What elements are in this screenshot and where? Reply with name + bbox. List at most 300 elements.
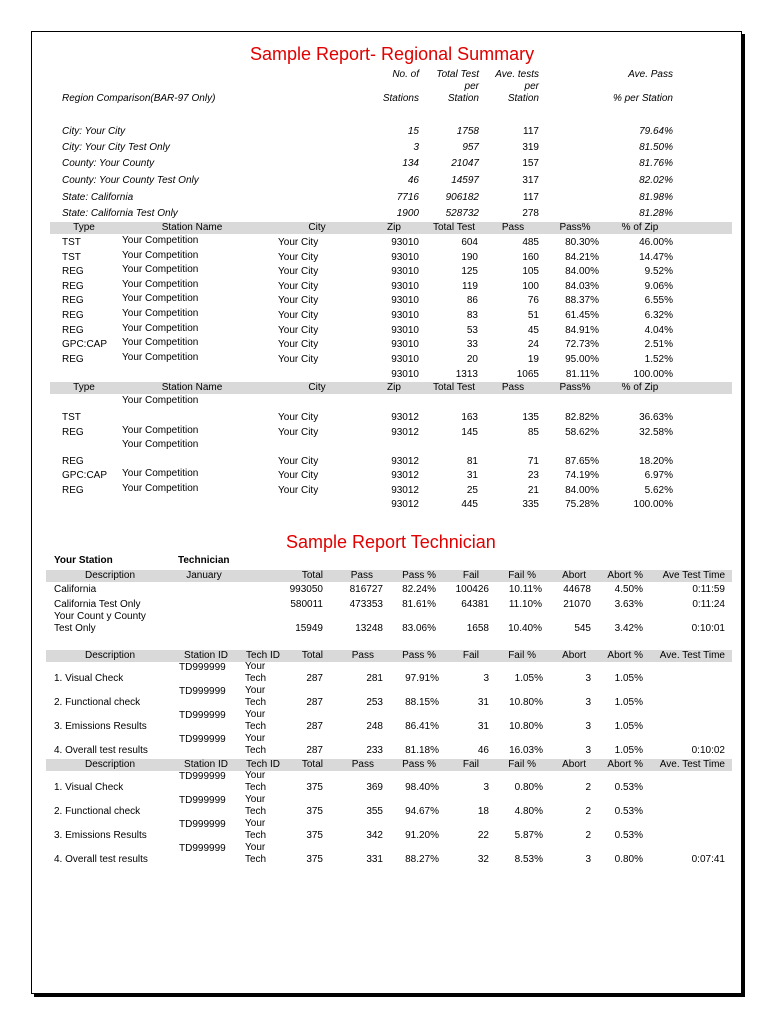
tech-summary-pass: 473353 [349,599,383,610]
summary-pass: 81.98% [639,192,673,203]
station-total: 31 [466,470,478,481]
station-zip-pct: 9.52% [644,266,673,278]
station-pass-pct: 74.19% [565,470,599,481]
detail-fail: 18 [477,806,489,817]
detail-abort: 2 [585,830,591,841]
group-total-pass: 1065 [516,369,539,380]
station-city: Your City [278,427,319,438]
detail-total: 287 [306,745,323,756]
summary-total: 957 [462,142,479,153]
detail-desc: 4. Overall test results [54,854,148,865]
station-zip: 93010 [391,251,419,263]
detail-fail: 22 [477,830,489,841]
summary-total: 21047 [451,158,479,169]
tech-summary-time: 0:11:24 [692,599,725,610]
station-pass: 24 [527,339,539,351]
station-name: Your Competition [122,249,199,261]
station-pass: 100 [522,280,539,292]
tech-summary-pass: 816727 [349,584,383,595]
dcol-fail: Fail [462,650,479,661]
summary-total: 906182 [445,192,479,203]
tech-id-line2: Tech [245,721,267,732]
summary-ave: 317 [522,175,539,186]
station-zip: 93012 [391,427,419,438]
tcol-description: Description [84,570,136,581]
station-total: 83 [466,310,478,321]
detail-pass-pct: 91.20% [405,830,439,841]
tech-summary-abort: 21070 [563,599,591,610]
station-name: Your Competition [122,278,199,290]
detail-abort: 3 [585,673,591,684]
dcol-fail: Fail [462,759,479,770]
station-city: Your City [278,310,319,321]
tech-id-line1: Your [245,685,266,696]
station-type: REG [62,485,84,496]
station-zip-pct: 9.06% [644,280,673,292]
tech-id-line1: Your [245,770,266,781]
station-name: Your Competition [122,337,199,349]
summary-stations: 1900 [396,208,419,219]
station-city: Your City [278,237,319,248]
detail-fail: 31 [477,697,489,708]
detail-fail: 32 [477,854,489,865]
station-type: REG [62,310,84,321]
detail-abort: 3 [585,697,591,708]
tech-summary-time: 0:11:59 [692,584,725,595]
dcol-pass: Pass [351,759,374,770]
station-zip: 93012 [391,470,419,481]
station-total: 20 [466,353,478,365]
detail-desc: 1. Visual Check [54,673,124,684]
tech-summary-total: 15949 [295,623,323,634]
detail-fail-pct: 8.53% [514,854,543,865]
tech-summary-desc: Test Only [54,623,96,634]
summary-pass: 81.76% [639,158,673,169]
dcol-pass: Pass [351,650,374,661]
hdr-ave-tests-3: Station [507,93,539,104]
summary-stations: 7716 [396,192,419,203]
station-zip-pct: 6.55% [644,295,673,307]
station-city: Your City [278,251,319,263]
detail-pass-pct: 86.41% [405,721,439,732]
station-zip: 93010 [391,295,419,307]
station-total: 604 [461,237,478,248]
dcol-ave-time: Ave. Test Time [659,650,725,661]
col-type: Type [73,382,95,393]
dcol-abort-pct: Abort % [607,759,643,770]
station-city: Your City [278,456,319,467]
group-total-total: 1313 [455,369,478,380]
station-type: REG [62,456,84,467]
station-type: GPC:CAP [62,339,108,351]
station-pass-pct: 84.00% [565,266,599,278]
dcol-tech-id: Tech ID [246,650,280,661]
technician-label: Technician [178,555,230,566]
station-zip-pct: 5.62% [644,485,673,496]
hdr-total-test-1: Total Test [436,69,479,80]
detail-total: 287 [306,697,323,708]
station-total: 163 [461,412,478,423]
station-name: Your Competition [122,351,199,363]
summary-pass: 81.50% [639,142,673,153]
group-total-pass-pct: 81.11% [565,369,599,380]
tech-summary-abort-pct: 4.50% [614,584,643,595]
col-pass: Pass [501,222,525,233]
tech-summary-fail: 100426 [455,584,489,595]
summary-ave: 117 [523,192,539,203]
summary-ave: 278 [522,208,539,219]
detail-desc: 4. Overall test results [54,745,148,756]
station-zip-pct: 1.52% [644,353,673,365]
detail-fail-pct: 16.03% [509,745,543,756]
summary-stations: 46 [407,175,419,186]
station-type: REG [62,266,84,278]
tcol-fail: Fail [462,570,479,581]
detail-pass-pct: 81.18% [405,745,439,756]
station-zip-pct: 36.63% [639,412,673,423]
group-total-zip: 93012 [391,499,419,510]
detail-fail: 31 [477,721,489,732]
summary-label: County: Your County Test Only [62,175,199,186]
region-comparison-label: Region Comparison(BAR-97 Only) [62,93,216,104]
col-zip: Zip [387,382,401,393]
station-name: Your Competition [122,483,199,494]
detail-desc: 3. Emissions Results [54,721,147,732]
detail-abort-pct: 1.05% [614,721,643,732]
detail-abort-pct: 0.53% [614,806,643,817]
station-name: Your Competition [122,235,199,246]
detail-desc: 2. Functional check [54,806,141,817]
dcol-tech-id: Tech ID [246,759,280,770]
summary-stations: 15 [407,126,419,137]
station-id: TD999999 [179,771,226,782]
station-city: Your City [278,470,319,481]
station-type: GPC:CAP [62,470,108,481]
dcol-description: Description [84,650,136,661]
detail-abort-pct: 0.53% [614,782,643,793]
station-id: TD999999 [179,662,226,673]
station-pass: 85 [527,427,539,438]
station-id: TD999999 [179,710,226,721]
station-name: Your Competition [122,322,199,334]
station-pass: 160 [522,251,539,263]
station-total: 125 [461,266,478,278]
col-total-test: Total Test [432,222,476,233]
detail-fail: 3 [483,673,489,684]
tech-id-line1: Your [245,842,266,853]
station-type: TST [62,237,81,248]
station-zip: 93010 [391,237,419,248]
tech-id-line2: Tech [245,697,267,708]
tech-summary-total: 993050 [289,584,323,595]
col-city: City [308,382,326,393]
detail-fail-pct: 4.80% [514,806,543,817]
hdr-ave-pass-2: % per Station [612,93,673,104]
summary-stations: 134 [402,158,419,169]
detail-time: 0:10:02 [691,745,725,756]
col-pass-pct: Pass% [559,222,591,233]
station-zip: 93010 [391,280,419,292]
station-total: 119 [462,280,478,292]
detail-pass: 355 [366,806,383,817]
station-zip-pct: 6.32% [644,310,673,321]
detail-fail-pct: 10.80% [509,697,543,708]
station-pass-pct: 84.00% [565,485,599,496]
tech-summary-fail-pct: 10.40% [508,623,542,634]
tech-summary-fail-pct: 10.11% [508,584,542,595]
tech-summary-desc: Your Count y County [54,611,146,622]
dcol-total: Total [301,759,323,770]
hdr-total-test-3: Station [447,93,479,104]
station-city: Your City [278,266,319,278]
station-total: 190 [461,251,478,263]
station-zip: 93012 [391,485,419,496]
station-pass: 71 [527,456,539,467]
hdr-ave-tests-2: per [524,81,539,92]
station-name: Your Competition [122,395,199,406]
summary-ave: 157 [522,158,539,169]
tech-summary-abort: 545 [574,623,591,634]
station-city: Your City [278,324,319,336]
tech-summary-abort-pct: 3.42% [614,623,643,634]
station-zip-pct: 6.97% [644,470,673,481]
group-total-total: 445 [461,499,478,510]
detail-fail-pct: 5.87% [514,830,543,841]
detail-abort: 2 [585,782,591,793]
station-zip: 93010 [391,353,419,365]
detail-pass-pct: 97.91% [405,673,439,684]
detail-fail: 46 [477,745,489,756]
tech-id-line1: Your [245,709,266,720]
station-total: 145 [461,427,478,438]
detail-time: 0:07:41 [691,854,725,865]
tech-summary-desc: California Test Only [54,599,141,610]
station-pass-pct: 84.21% [565,251,599,263]
station-zip-pct: 18.20% [639,456,673,467]
detail-total: 287 [306,673,323,684]
station-zip-pct: 32.58% [639,427,673,438]
detail-pass: 342 [366,830,383,841]
summary-label: City: Your City Test Only [62,142,170,153]
col-city: City [308,222,326,233]
dcol-fail-pct: Fail % [508,759,536,770]
station-pass: 105 [522,266,539,278]
station-id: TD999999 [179,795,226,806]
group-total-zip-pct: 100.00% [633,499,673,510]
station-zip: 93010 [391,310,419,321]
tech-id-line2: Tech [245,830,267,841]
tcol-pass-pct: Pass % [402,570,436,581]
hdr-no-of-2: Stations [382,93,419,104]
regional-title: Sample Report- Regional Summary [250,44,535,64]
station-zip: 93012 [391,412,419,423]
dcol-station-id: Station ID [184,650,228,661]
detail-fail-pct: 10.80% [509,721,543,732]
station-pass: 76 [527,295,539,307]
detail-pass: 253 [366,697,383,708]
detail-pass: 281 [366,673,383,684]
detail-total: 375 [306,854,323,865]
station-pass-pct: 95.00% [565,353,599,365]
dcol-ave-time: Ave. Test Time [659,759,725,770]
tech-id-line1: Your [245,661,266,672]
hdr-total-test-2: per [464,81,479,92]
summary-total: 14597 [451,175,479,186]
hdr-no-of-1: No. of [392,69,419,80]
tech-id-line1: Your [245,794,266,805]
hdr-ave-pass-1: Ave. Pass [628,69,673,80]
station-zip-pct: 46.00% [639,237,673,248]
summary-ave: 319 [522,142,539,153]
tech-summary-fail: 1658 [466,623,489,634]
dcol-abort: Abort [562,759,586,770]
detail-fail: 3 [483,782,489,793]
detail-abort: 3 [585,721,591,732]
station-type: REG [62,324,84,336]
tcol-pass: Pass [350,570,373,581]
tcol-ave-time: Ave Test Time [662,570,725,581]
detail-pass-pct: 98.40% [405,782,439,793]
col-station-name: Station Name [161,382,223,393]
station-name: Your Competition [122,293,199,305]
station-total: 53 [466,324,478,336]
detail-pass: 233 [366,745,383,756]
detail-abort: 3 [585,854,591,865]
station-pass: 135 [522,412,539,423]
dcol-abort-pct: Abort % [607,650,643,661]
station-zip-pct: 2.51% [644,339,673,351]
station-city: Your City [278,485,319,496]
detail-abort-pct: 1.05% [614,745,643,756]
station-pass-pct: 72.73% [565,339,599,351]
station-total: 81 [466,456,478,467]
detail-pass: 248 [366,721,383,732]
tech-id-line1: Your [245,733,266,744]
station-type: TST [62,251,81,263]
hdr-ave-tests-1: Ave. tests [495,69,539,80]
station-city: Your City [278,353,319,365]
station-type: REG [62,295,84,307]
station-id: TD999999 [179,819,226,830]
station-zip-pct: 14.47% [639,251,673,263]
tech-summary-abort-pct: 3.63% [614,599,643,610]
detail-total: 375 [306,830,323,841]
tech-summary-total: 580011 [290,599,323,610]
col-zip: Zip [387,222,401,233]
station-name: Your Competition [122,308,199,319]
tech-summary-fail: 64381 [461,599,489,610]
tech-id-line2: Tech [245,806,267,817]
station-pass: 21 [527,485,539,496]
tech-summary-pass-pct: 81.61% [402,599,436,610]
group-total-zip-pct: 100.00% [633,369,673,380]
summary-label: City: Your City [62,126,126,137]
station-id: TD999999 [179,843,226,854]
dcol-pass-pct: Pass % [402,759,436,770]
summary-label: County: Your County [62,158,155,169]
tech-summary-desc: California [54,584,97,595]
station-pass-pct: 84.91% [565,324,599,336]
tcol-abort: Abort [562,570,586,581]
summary-label: State: California Test Only [62,208,178,219]
station-pass-pct: 84.03% [565,280,599,292]
station-zip: 93010 [391,339,419,351]
dcol-station-id: Station ID [184,759,228,770]
station-type: REG [62,280,84,292]
station-zip: 93012 [391,456,419,467]
station-city: Your City [278,339,319,351]
station-total: 33 [466,339,478,351]
dcol-abort: Abort [562,650,586,661]
station-id: TD999999 [179,686,226,697]
detail-desc: 2. Functional check [54,697,141,708]
tech-summary-pass-pct: 83.06% [402,623,436,634]
detail-fail-pct: 0.80% [514,782,543,793]
tech-summary-time: 0:10:01 [691,623,725,634]
col-pct-zip: % of Zip [621,382,659,393]
summary-pass: 79.64% [639,126,673,137]
tcol-fail-pct: Fail % [508,570,536,581]
detail-abort-pct: 1.05% [614,697,643,708]
station-zip-pct: 4.04% [644,324,673,336]
tcol-total: Total [301,570,323,581]
station-pass: 485 [522,237,539,248]
col-type: Type [73,222,95,233]
tech-summary-pass-pct: 82.24% [402,584,436,595]
summary-ave: 117 [523,126,539,137]
tcol-abort-pct: Abort % [607,570,643,581]
technician-title: Sample Report Technician [286,532,496,552]
detail-total: 287 [306,721,323,732]
summary-pass: 81.28% [639,208,673,219]
station-type: REG [62,353,84,365]
tech-id-line2: Tech [245,782,267,793]
station-pass-pct: 87.65% [565,456,599,467]
tech-summary-abort: 44678 [563,584,591,595]
station-zip: 93010 [391,324,419,336]
detail-abort-pct: 0.53% [614,830,643,841]
station-type: TST [62,412,81,423]
station-pass: 23 [527,470,539,481]
station-pass: 51 [527,310,539,321]
detail-desc: 3. Emissions Results [54,830,147,841]
detail-abort: 3 [585,745,591,756]
col-pass-pct: Pass% [559,382,591,393]
tech-id-line2: Tech [245,673,267,684]
station-pass-pct: 80.30% [565,237,599,248]
station-name: Your Competition [122,425,199,436]
tech-id-line1: Your [245,818,266,829]
station-city: Your City [278,280,319,292]
detail-pass: 331 [366,854,383,865]
station-name: Your Competition [122,439,199,450]
detail-pass-pct: 88.27% [405,854,439,865]
detail-total: 375 [306,806,323,817]
detail-abort-pct: 0.80% [614,854,643,865]
group-total-zip: 93010 [391,369,419,380]
station-pass-pct: 61.45% [565,310,599,321]
col-station-name: Station Name [161,222,223,233]
station-city: Your City [278,295,319,307]
dcol-total: Total [301,650,323,661]
station-zip: 93010 [391,266,419,278]
summary-pass: 82.02% [639,175,673,186]
col-total-test: Total Test [432,382,476,393]
summary-stations: 3 [413,142,419,153]
detail-abort: 2 [585,806,591,817]
detail-desc: 1. Visual Check [54,782,124,793]
group-total-pass: 335 [522,499,539,510]
